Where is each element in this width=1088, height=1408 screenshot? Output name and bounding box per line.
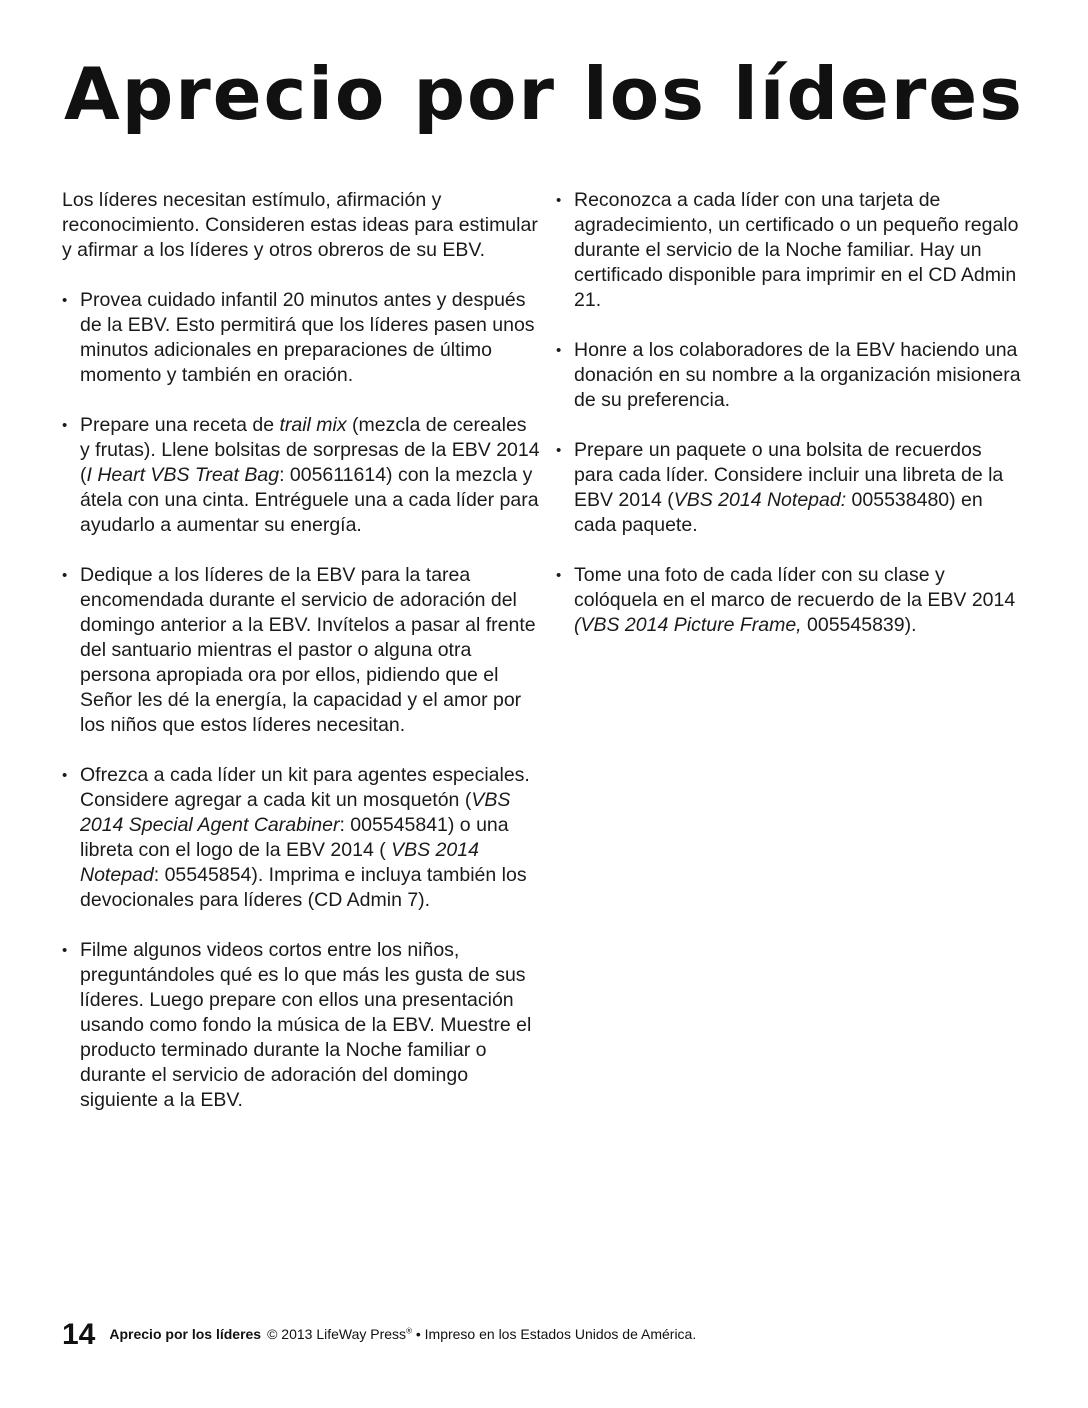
bullet-text: Prepare una receta de <box>80 414 280 436</box>
right-column <box>556 188 1026 663</box>
bullet-item <box>556 188 1026 313</box>
intro-paragraph: Los líderes necesitan estímulo, afirmación y reconocimiento. Consideren estas ideas para estimular y afirmar a los líderes y otros obreros de su EBV. <box>62 189 538 261</box>
footer-note: • Impreso en los Estados Unidos de América. <box>411 1326 697 1342</box>
bullet-text: Provea cuidado infantil 20 minutos antes y después de la EBV. Esto permitirá que los líderes pasen unos minutos adicionales en preparaciones de último momento y también en oración. <box>80 289 535 386</box>
italic-text: trail mix <box>279 414 347 436</box>
bullet-item <box>556 563 1026 638</box>
italic-text: (VBS 2014 Picture Frame, <box>574 614 802 636</box>
bullet-text: : 005545841) o una libreta con el logo de la EBV 2014 ( <box>80 814 509 861</box>
bullet-text: 005538480) en cada paquete. <box>574 489 983 536</box>
italic-text: VBS 2014 Notepad <box>80 839 479 886</box>
bullet-text: Ofrezca a cada líder un kit para agentes especiales. Considere agregar a cada kit un mosquetón ( <box>80 764 530 811</box>
bullet-item <box>556 438 1026 538</box>
italic-text: I Heart VBS Treat Bag <box>86 464 280 486</box>
bullet-text: Reconozca a cada líder con una tarjeta de agradecimiento, un certificado o un pequeño regalo durante el servicio de la Noche familiar. Hay un certificado disponible para imprimir en el CD Admin 21. <box>574 189 1019 311</box>
bullet-item <box>62 288 540 388</box>
bullet-text: Filme algunos videos cortos entre los niños, preguntándoles qué es lo que más les gusta de sus líderes. Luego prepare con ellos una presentación usando como fondo la música de la EBV. Muestre el producto terminado durante la Noche familiar o durante el servicio de adoración del domingo siguiente a la EBV. <box>80 939 532 1111</box>
bullet-item <box>62 413 540 538</box>
right-bullet-list <box>556 188 1026 638</box>
page-footer <box>62 1318 696 1352</box>
bullet-text: : 05545854). Imprima e incluya también los devocionales para líderes (CD Admin 7). <box>80 864 527 911</box>
left-bullet-list <box>62 288 540 1113</box>
page-title: Aprecio por los líderes <box>63 52 1025 136</box>
bullet-text: : 005611614) con la mezcla y átela con una cinta. Entréguele una a cada líder para ayudarlo a aumentar su energía. <box>80 464 539 536</box>
bullet-text: 005545839). <box>801 614 917 636</box>
bullet-text: Dedique a los líderes de la EBV para la tarea encomendada durante el servicio de adoración del domingo anterior a la EBV. Invítelos a pasar al frente del santuario mientras el pastor o alguna otra persona apropiada ora por ellos, pidiendo que el Señor les dé la energía, la capacidad y el amor por los niños que estos líderes necesitan. <box>80 564 536 736</box>
bullet-item <box>62 938 540 1113</box>
bullet-text: Honre a los colaboradores de la EBV haciendo una donación en su nombre a la organización misionera de su preferencia. <box>574 339 1021 411</box>
bullet-item <box>62 763 540 913</box>
bullet-text: Prepare un paquete o una bolsita de recuerdos para cada líder. Considere incluir una libreta de la EBV 2014 ( <box>574 439 1004 511</box>
bullet-text: Tome una foto de cada líder con su clase y colóquela en el marco de recuerdo de la EBV 2014 <box>574 564 1016 611</box>
registered-mark: ® <box>406 1326 412 1336</box>
italic-text: VBS 2014 Special Agent Carabiner <box>80 789 511 836</box>
page-number: 14 <box>62 1318 96 1351</box>
bullet-item <box>62 563 540 738</box>
bullet-item <box>556 338 1026 413</box>
footer-copyright: © 2013 LifeWay Press <box>267 1326 407 1342</box>
bullet-text: (mezcla de cereales y frutas). Llene bolsitas de sorpresas de la EBV 2014 ( <box>80 414 540 486</box>
left-column <box>62 188 540 1138</box>
footer-title: Aprecio por los líderes <box>109 1326 262 1342</box>
italic-text: VBS 2014 Notepad: <box>673 489 847 511</box>
